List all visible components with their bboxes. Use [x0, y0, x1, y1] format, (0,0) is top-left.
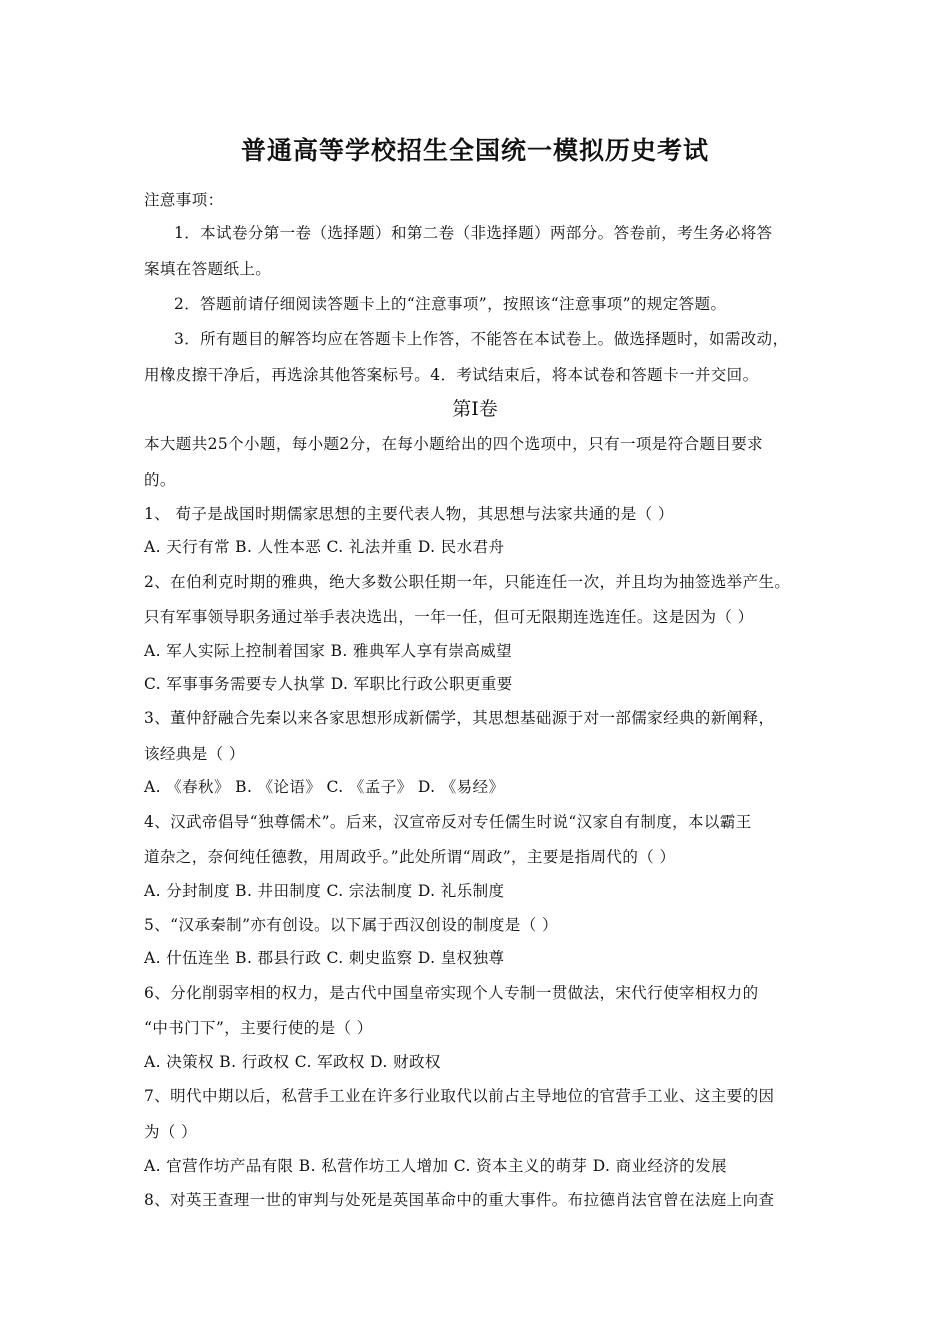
question-options: A. 军人实际上控制着国家 B. 雅典军人享有崇高威望: [144, 642, 513, 660]
section-intro: 本大题共25个小题，每小题2分，在每小题给出的四个选项中，只有一项是符合题目要求: [144, 435, 764, 453]
question-line: 8、对英王查理一世的审判与处死是英国革命中的重大事件。布拉德肖法官曾在法庭上向查: [144, 1191, 775, 1209]
question-line: 2、在伯利克时期的雅典，绝大多数公职任期一年，只能连任一次，并且均为抽签选举产生。: [144, 573, 791, 591]
question-line: 为（ ）: [144, 1123, 198, 1141]
notice-item-1-cont: 案填在答题纸上。: [144, 260, 272, 278]
question-options: A. 天行有常 B. 人性本恶 C. 礼法并重 D. 民水君舟: [144, 538, 505, 556]
notice-item-1: 1．本试卷分第一卷（选择题）和第二卷（非选择题）两部分。答卷前，考生务必将答: [174, 224, 773, 242]
question-options: A. 《春秋》 B. 《论语》 C. 《孟子》 D. 《易经》: [144, 778, 505, 796]
exam-title: 普通高等学校招生全国统一模拟历史考试: [240, 136, 709, 165]
question-options: A. 什伍连坐 B. 郡县行政 C. 刺史监察 D. 皇权独尊: [144, 949, 505, 967]
notice-item-3-cont: 用橡皮擦干净后，再选涂其他答案标号。4．考试结束后，将本试卷和答题卡一并交回。: [144, 366, 759, 384]
question-line: 4、汉武帝倡导“独尊儒术”。后来，汉宣帝反对专任儒生时说“汉家自有制度，本以霸王: [144, 813, 752, 831]
section-title: 第Ⅰ卷: [452, 398, 498, 420]
notice-item-2: 2．答题前请仔细阅读答题卡上的“注意事项”，按照该“注意事项”的规定答题。: [174, 295, 727, 313]
notice-heading: 注意事项：: [144, 191, 224, 209]
question-options: A. 决策权 B. 行政权 C. 军政权 D. 财政权: [144, 1053, 441, 1071]
question-options: A. 分封制度 B. 井田制度 C. 宗法制度 D. 礼乐制度: [144, 882, 505, 900]
question-line: 1、 荀子是战国时期儒家思想的主要代表人物，其思想与法家共通的是（ ）: [144, 505, 674, 523]
question-options: A. 官营作坊产品有限 B. 私营作坊工人增加 C. 资本主义的萌芽 D. 商业经济的发展: [144, 1157, 727, 1175]
question-line: 7、明代中期以后，私营手工业在许多行业取代以前占主导地位的官营手工业、这主要的因: [144, 1087, 775, 1105]
question-line: “中书门下”，主要行使的是（ ）: [144, 1019, 373, 1037]
section-intro-cont: 的。: [144, 471, 176, 489]
question-line: 该经典是（ ）: [144, 745, 245, 763]
question-line: 6、分化削弱宰相的权力，是古代中国皇帝实现个人专制一贯做法，宋代行使宰相权力的: [144, 984, 759, 1002]
question-line: 5、“汉承秦制”亦有创设。以下属于西汉创设的制度是（ ）: [144, 916, 558, 934]
question-line: 只有军事领导职务通过举手表决选出，一年一任，但可无限期连选连任。这是因为（ ）: [144, 608, 754, 626]
notice-item-3: 3．所有题目的解答均应在答题卡上作答，不能答在本试卷上。做选择题时，如需改动，: [174, 330, 789, 348]
question-options: C. 军事事务需要专人执掌 D. 军职比行政公职更重要: [144, 675, 513, 693]
question-line: 道杂之，奈何纯任德教，用周政乎。”此处所谓“周政”，主要是指周代的（ ）: [144, 848, 676, 866]
question-line: 3、董仲舒融合先秦以来各家思想形成新儒学，其思想基础源于对一部儒家经典的新阐释，: [144, 709, 775, 727]
